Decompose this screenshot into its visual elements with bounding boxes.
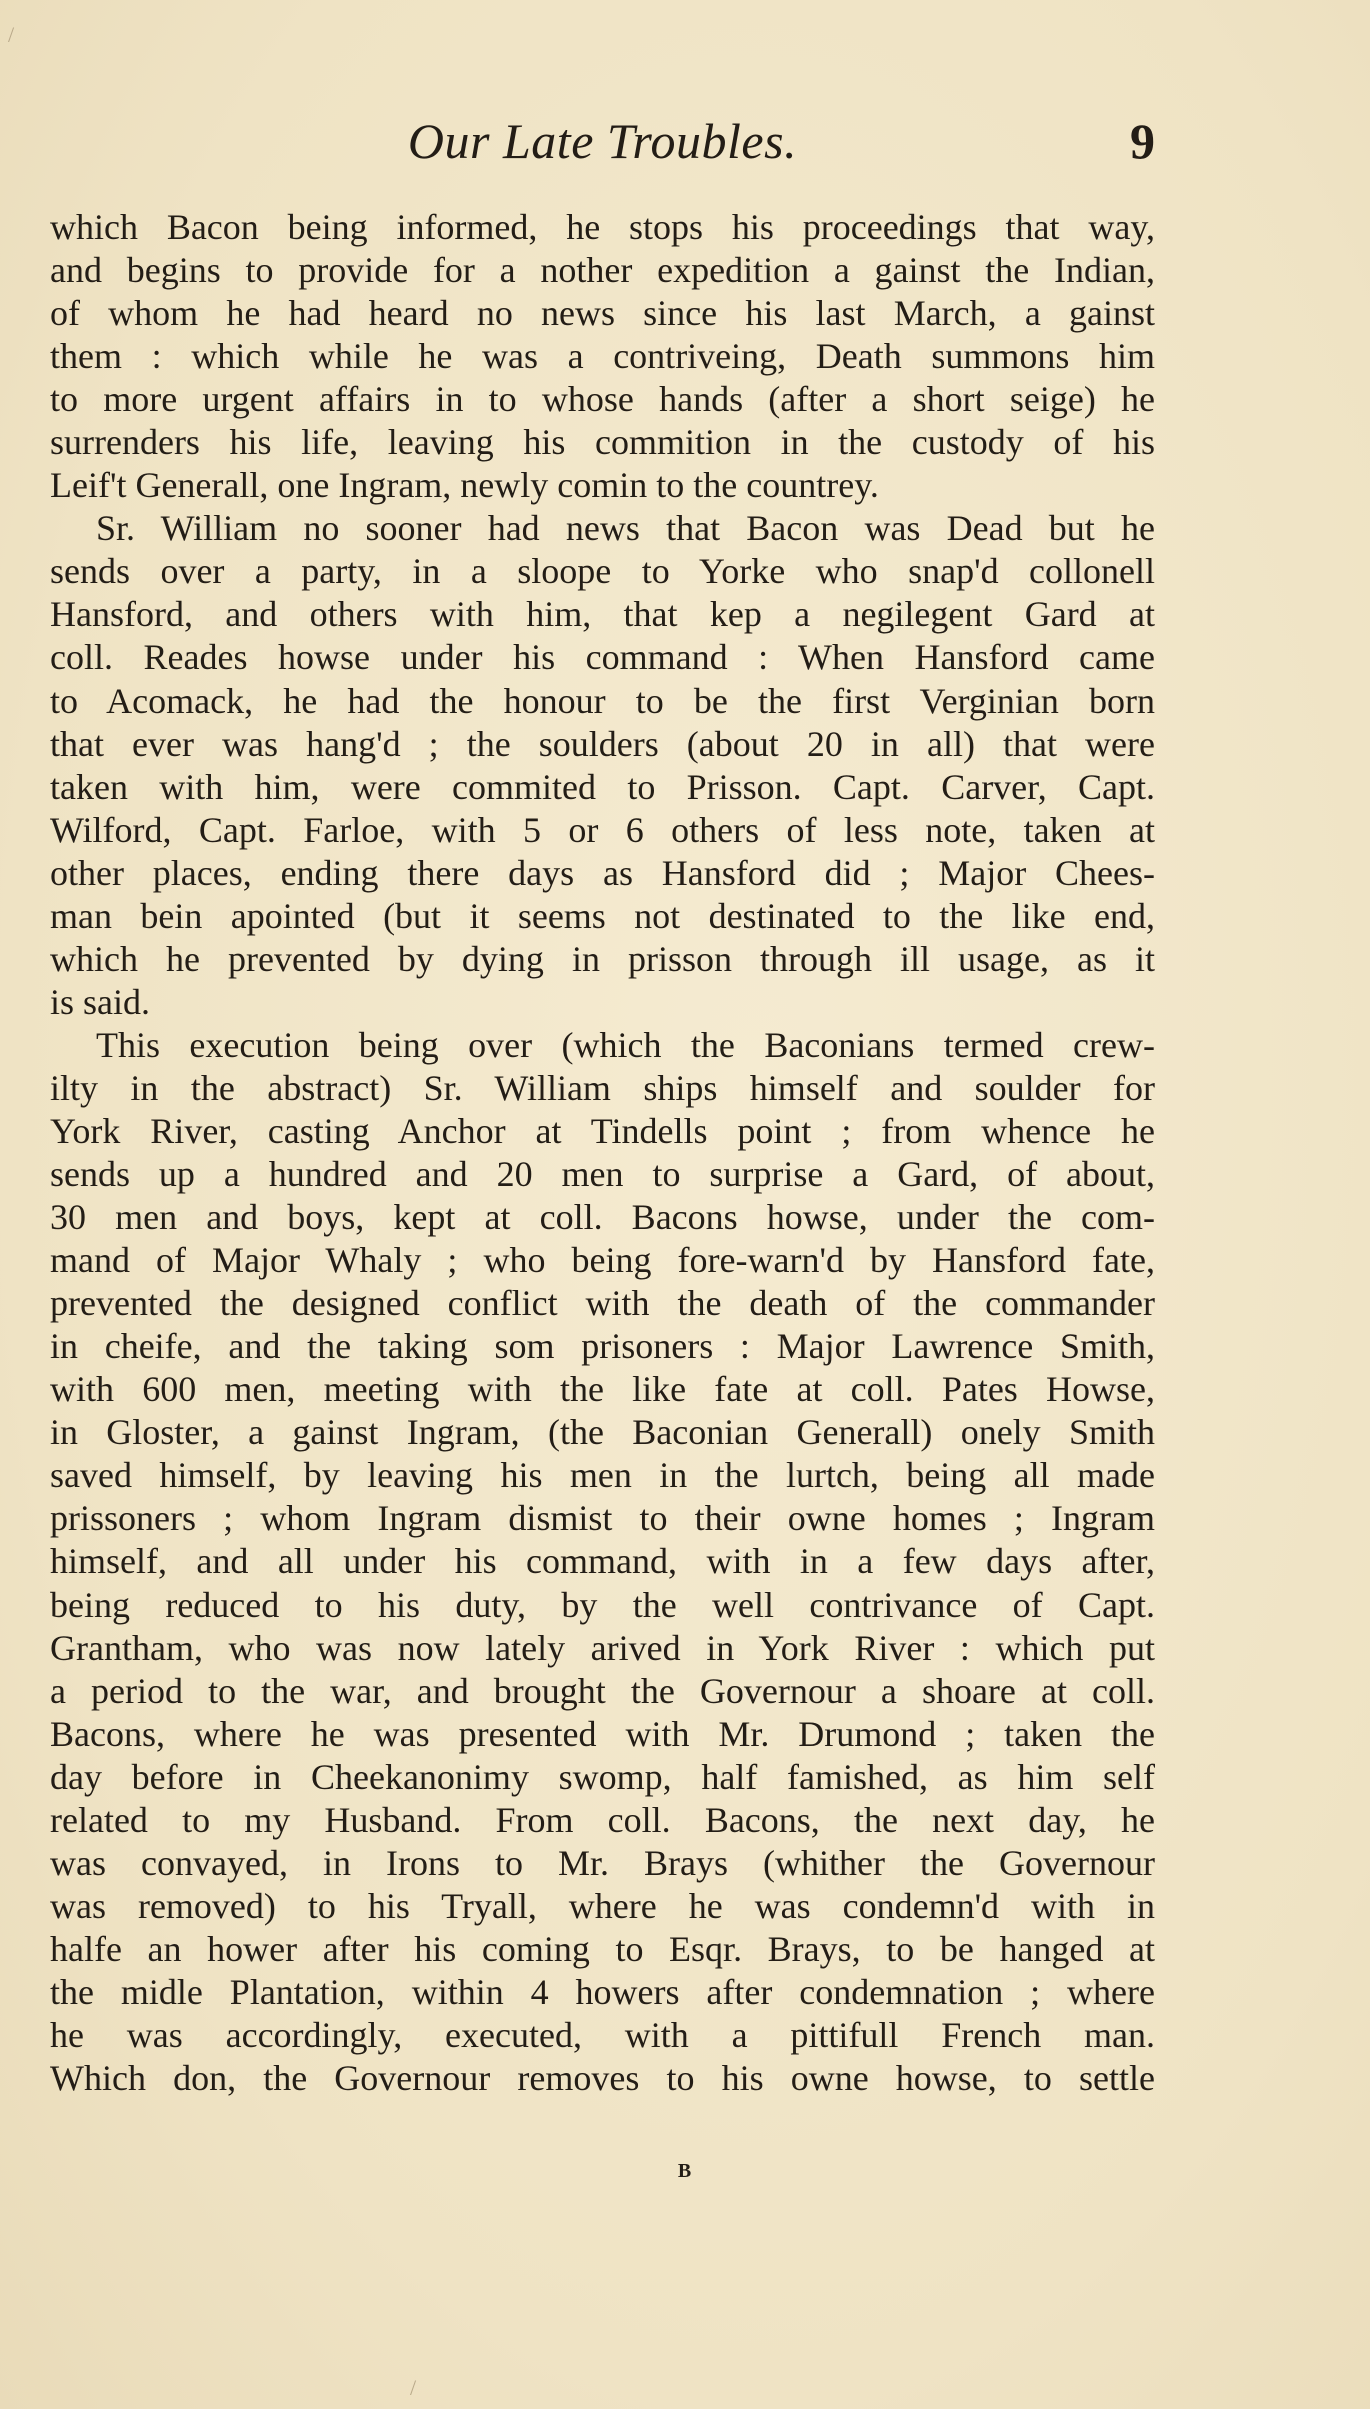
text-line: Grantham, who was now lately arived in York River : which put bbox=[50, 1627, 1155, 1668]
text-line: day before in Cheekanonimy swomp, half famished, as him self bbox=[50, 1756, 1155, 1797]
text-line: sends up a hundred and 20 men to surprise a Gard, of about, bbox=[50, 1154, 1155, 1195]
text-line: a period to the war, and brought the Governour a shoare at coll. bbox=[50, 1670, 1155, 1711]
text-line: related to my Husband. From coll. Bacons, the next day, he bbox=[50, 1799, 1155, 1840]
text-line: himself, and all under his command, with in a few days after, bbox=[50, 1541, 1155, 1582]
text-line: was convayed, in Irons to Mr. Brays (whither the Governour bbox=[50, 1842, 1155, 1883]
text-line: to Acomack, he had the honour to be the first Verginian born bbox=[50, 680, 1155, 721]
text-line: is said. bbox=[50, 981, 151, 1022]
text-line: with 600 men, meeting with the like fate at coll. Pates Howse, bbox=[50, 1369, 1155, 1410]
paragraph-start: This execution being over (which the Baconians termed crew- bbox=[96, 1024, 1155, 1065]
text-line: Leif't Generall, one Ingram, newly comin to the countrey. bbox=[50, 465, 879, 506]
text-line: man bein apointed (but it seems not destinated to the like end, bbox=[50, 895, 1155, 936]
text-line: taken with him, were commited to Prisson. Capt. Carver, Capt. bbox=[50, 766, 1155, 807]
text-line: coll. Reades howse under his command : When Hansford came bbox=[50, 637, 1155, 678]
text-line: which he prevented by dying in prisson through ill usage, as it bbox=[50, 938, 1155, 979]
text-line: of whom he had heard no news since his last March, a gainst bbox=[50, 293, 1155, 334]
text-line: in Gloster, a gainst Ingram, (the Baconian Generall) onely Smith bbox=[50, 1412, 1155, 1453]
text-line: Hansford, and others with him, that kep a negilegent Gard at bbox=[50, 594, 1155, 635]
text-line: them : which while he was a contriveing, Death summons him bbox=[50, 336, 1155, 377]
text-line: halfe an hower after his coming to Esqr. Brays, to be hanged at bbox=[50, 1928, 1155, 1969]
text-line: which Bacon being informed, he stops his proceedings that way, bbox=[50, 207, 1155, 247]
paper-speck: / bbox=[410, 2375, 417, 2400]
text-line: prevented the designed conflict with the death of the commander bbox=[50, 1283, 1155, 1324]
text-line: to more urgent affairs in to whose hands (after a short seige) he bbox=[50, 379, 1155, 420]
text-line: in cheife, and the taking som prisoners : Major Lawrence Smith, bbox=[50, 1326, 1155, 1367]
text-line: prissoners ; whom Ingram dismist to their owne homes ; Ingram bbox=[50, 1498, 1155, 1539]
text-line: he was accordingly, executed, with a pittifull French man. bbox=[50, 2014, 1155, 2055]
running-title: Our Late Troubles. bbox=[407, 113, 798, 169]
text-line: Wilford, Capt. Farloe, with 5 or 6 others of less note, taken at bbox=[50, 809, 1155, 850]
text-line: York River, casting Anchor at Tindells point ; from whence he bbox=[50, 1110, 1155, 1151]
text-line: that ever was hang'd ; the soulders (about 20 in all) that were bbox=[50, 723, 1155, 764]
paper-speck: / bbox=[8, 22, 15, 47]
text-line: surrenders his life, leaving his commition in the custody of his bbox=[50, 422, 1155, 463]
text-line: and begins to provide for a nother expedition a gainst the Indian, bbox=[50, 250, 1155, 291]
page-header bbox=[50, 112, 1155, 182]
text-line: being reduced to his duty, by the well contrivance of Capt. bbox=[50, 1584, 1155, 1625]
text-line: 30 men and boys, kept at coll. Bacons howse, under the com- bbox=[50, 1197, 1155, 1238]
text-line: sends over a party, in a sloope to Yorke who snap'd collonell bbox=[50, 551, 1155, 592]
text-line: ilty in the abstract) Sr. William ships himself and soulder for bbox=[50, 1067, 1155, 1108]
signature-mark: B bbox=[677, 2160, 693, 2182]
text-line: Which don, the Governour removes to his owne howse, to settle bbox=[50, 2058, 1155, 2099]
body-text bbox=[50, 206, 1155, 2100]
text-line: the midle Plantation, within 4 howers after condemnation ; where bbox=[50, 1971, 1155, 2012]
text-line: saved himself, by leaving his men in the lurtch, being all made bbox=[50, 1455, 1155, 1496]
text-line: Bacons, where he was presented with Mr. Drumond ; taken the bbox=[50, 1713, 1155, 1754]
text-line: mand of Major Whaly ; who being fore-warn'd by Hansford fate, bbox=[50, 1240, 1155, 1281]
page-number: 9 bbox=[1130, 113, 1155, 169]
text-line: other places, ending there days as Hansford did ; Major Chees- bbox=[50, 852, 1155, 893]
paragraph-start: Sr. William no sooner had news that Bacon was Dead but he bbox=[96, 508, 1155, 549]
text-line: was removed) to his Tryall, where he was condemn'd with in bbox=[50, 1885, 1155, 1926]
